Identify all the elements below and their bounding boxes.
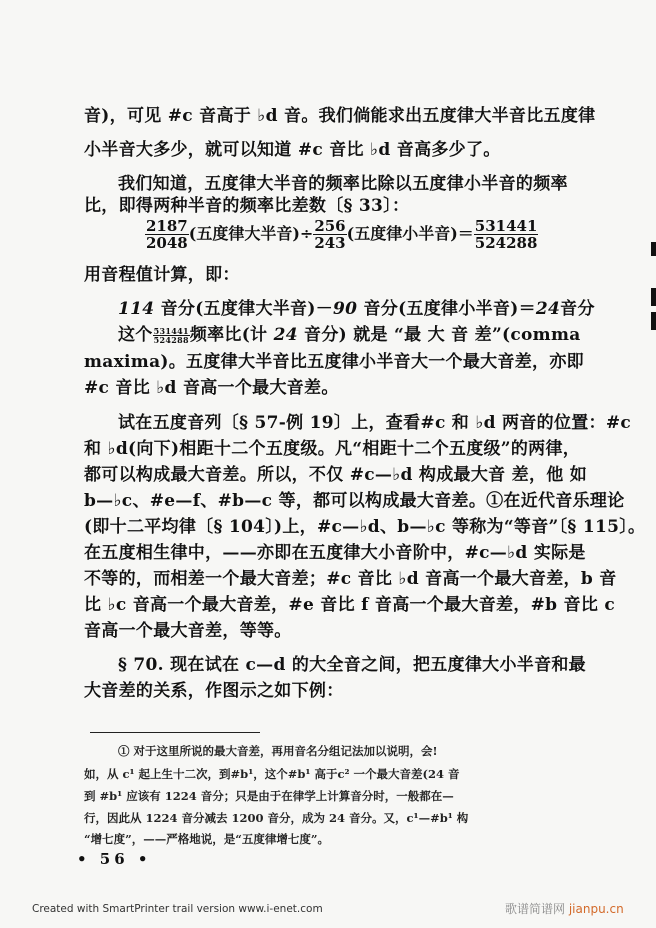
smartprinter-watermark: Created with SmartPrinter trail version www.i-enet.com [32, 903, 323, 915]
text-line: #c 音比 ♭d 音高一个最大音差。 [84, 378, 339, 398]
scan-edge-mark [651, 288, 656, 306]
equation-label: (五度律大半音)÷ [188, 224, 314, 243]
scan-edge-mark [651, 312, 656, 330]
text-line: 不等的，而相差一个最大音差；#c 音比 ♭d 音高一个最大音差，b 音 [84, 569, 617, 589]
footnote-line: ① 对于这里所说的最大音差，再用音名分组记法加以说明，会! [118, 744, 438, 758]
comma-maxima-line: 这个 $\frac{531441}{524288}$ 频率比(计 24 音分) 就是 “最 大 音 差”(comma [118, 325, 581, 345]
text-line: 比 ♭c 音高一个最大音差，#e 音比 f 音高一个最大音差，#b 音比 c [84, 595, 616, 615]
cents-equation: 114 音分(五度律大半音)－90 音分(五度律小半音)＝24音分 [118, 299, 595, 319]
fraction-major-semitone: $\frac{2187}{2048}$ [146, 217, 188, 252]
text-line: 试在五度音列〔§ 57-例 19〕上，查看#c 和 ♭d 两音的位置：#c [118, 413, 632, 433]
footnote-divider [90, 732, 260, 733]
text-line: 音高一个最大音差，等等。 [84, 621, 292, 641]
scan-edge-mark [651, 242, 656, 256]
text-line: 和 ♭d(向下)相距十二个五度级。凡“相距十二个五度级”的两律， [84, 439, 581, 459]
jianpu-watermark: 歌谱简谱网 jianpu.cn [505, 902, 624, 916]
text-line: 用音程值计算，即： [84, 265, 240, 285]
footnote-line: 行，因此从 1224 音分减去 1200 音分，成为 24 音分。又，c¹—#b¹ 构 [84, 811, 469, 825]
text-line: 我们知道，五度律大半音的频率比除以五度律小半音的频率 [118, 174, 568, 194]
text-line: maxima)。五度律大半音比五度律小半音大一个最大音差，亦即 [84, 352, 584, 372]
text-line: 都可以构成最大音差。所以，不仅 #c—♭d 构成最大音 差，他 如 [84, 465, 588, 485]
text-line: 比，即得两种半音的频率比差数〔§ 33〕： [84, 196, 410, 216]
text-line: 大音差的关系，作图示之如下例： [84, 681, 344, 701]
frequency-ratio-equation [145, 218, 538, 251]
text-line: 小半音大多少，就可以知道 #c 音比 ♭d 音高多少了。 [84, 140, 501, 160]
text-line: 在五度相生律中，——亦即在五度律大小音阶中，#c—♭d 实际是 [84, 543, 586, 563]
page-number: • 56 • [77, 850, 152, 868]
footnote-line: 如，从 c¹ 起上生十二次，到#b¹，这个#b¹ 高于c² 一个最大音差(24 音 [84, 767, 460, 781]
fraction-minor-semitone: $\frac{256}{243}$ [314, 217, 346, 252]
footnote-line: “增七度”，——严格地说，是“五度律增七度”。 [84, 832, 329, 846]
small-fraction: $\frac{531441}{524288}$ [153, 326, 189, 345]
text-line: 音)，可见 #c 音高于 ♭d 音。我们倘能求出五度律大半音比五度律 [84, 106, 596, 126]
fraction-result: $\frac{531441}{524288}$ [474, 217, 538, 252]
section-heading-line: § 70. 现在试在 c—d 的大全音之间，把五度律大小半音和最 [118, 655, 586, 675]
text-line: (即十二平均律〔§ 104〕)上，#c—♭d、b—♭c 等称为“等音”〔§ 115〕。 [84, 517, 646, 537]
footnote-line: 到 #b¹ 应该有 1224 音分；只是由于在律学上计算音分时，一般都在— [84, 789, 454, 803]
text-line: b—♭c、#e—f、#b—c 等，都可以构成最大音差。①在近代音乐理论 [84, 491, 625, 511]
equation-label: (五度律小半音)＝ [346, 224, 474, 243]
